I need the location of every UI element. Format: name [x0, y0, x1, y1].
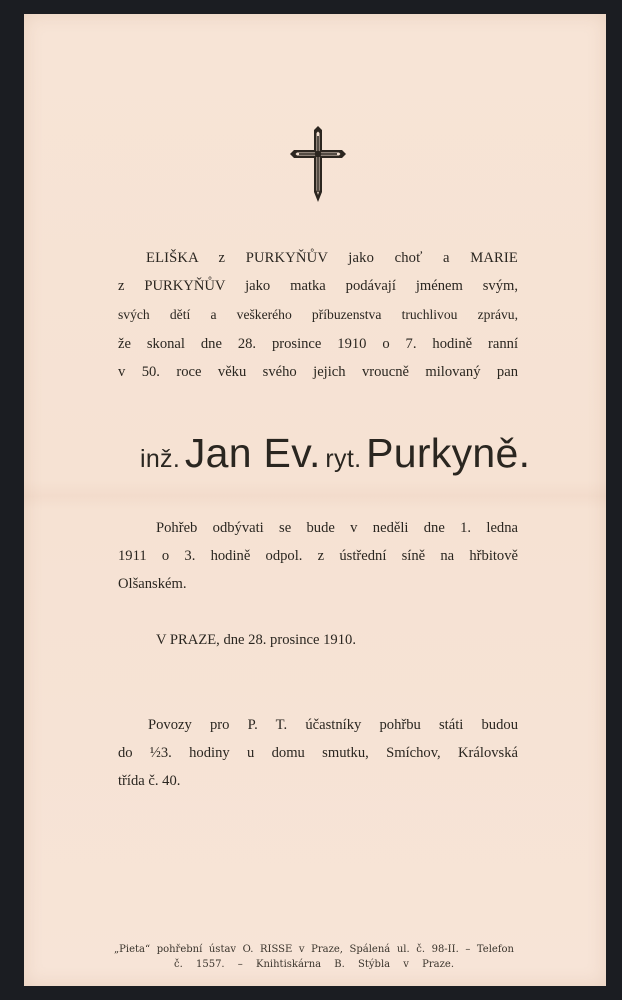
announcement-line: že skonal dne 28. prosince 1910 o 7. hodině ranní [118, 336, 518, 352]
name-last: Purkyně. [366, 430, 531, 476]
announcement-line: v 50. roce věku svého jejich vroucně milovaný pan [118, 364, 518, 380]
deceased-name [140, 430, 540, 477]
funeral-paragraph [116, 520, 518, 600]
name-prefix: inž. [140, 445, 181, 473]
name-title: ryt. [325, 445, 362, 473]
funeral-line: Pohřeb odbývati se bude v neděli dne 1. ledna [156, 520, 518, 536]
carriages-paragraph [116, 717, 518, 797]
carriages-line: Povozy pro P. T. účastníky pohřbu státi budou [148, 717, 518, 733]
announcement-paragraph [116, 250, 518, 390]
death-notice-card [24, 14, 606, 986]
cross-icon [290, 126, 346, 202]
carriages-line: do ½3. hodiny u domu smutku, Smíchov, Královská [118, 745, 518, 761]
funeral-line: Olšanském. [118, 576, 187, 592]
funeral-line: 1911 o 3. hodině odpol. z ústřední síně na hřbitově [118, 548, 518, 564]
announcement-line: z PURKYŇŮV jako matka podávají jménem svým, [118, 278, 518, 294]
announcement-line: svých dětí a veškerého příbuzenstva truchlivou zprávu, [118, 307, 518, 322]
carriages-line: třída č. 40. [118, 773, 181, 789]
footer-line: „Pieta“ pohřební ústav O. RISSE v Praze, Spálená ul. č. 98-II. – Telefon [114, 944, 514, 955]
announcement-line: ELIŠKA z PURKYŇŮV jako choť a MARIE [146, 250, 518, 266]
place-date-text: V PRAZE, dne 28. prosince 1910. [156, 632, 356, 648]
name-first: Jan Ev. [184, 430, 321, 476]
footer-line: č. 1557. – Knihtiskárna B. Stýbla v Praze. [174, 959, 454, 970]
